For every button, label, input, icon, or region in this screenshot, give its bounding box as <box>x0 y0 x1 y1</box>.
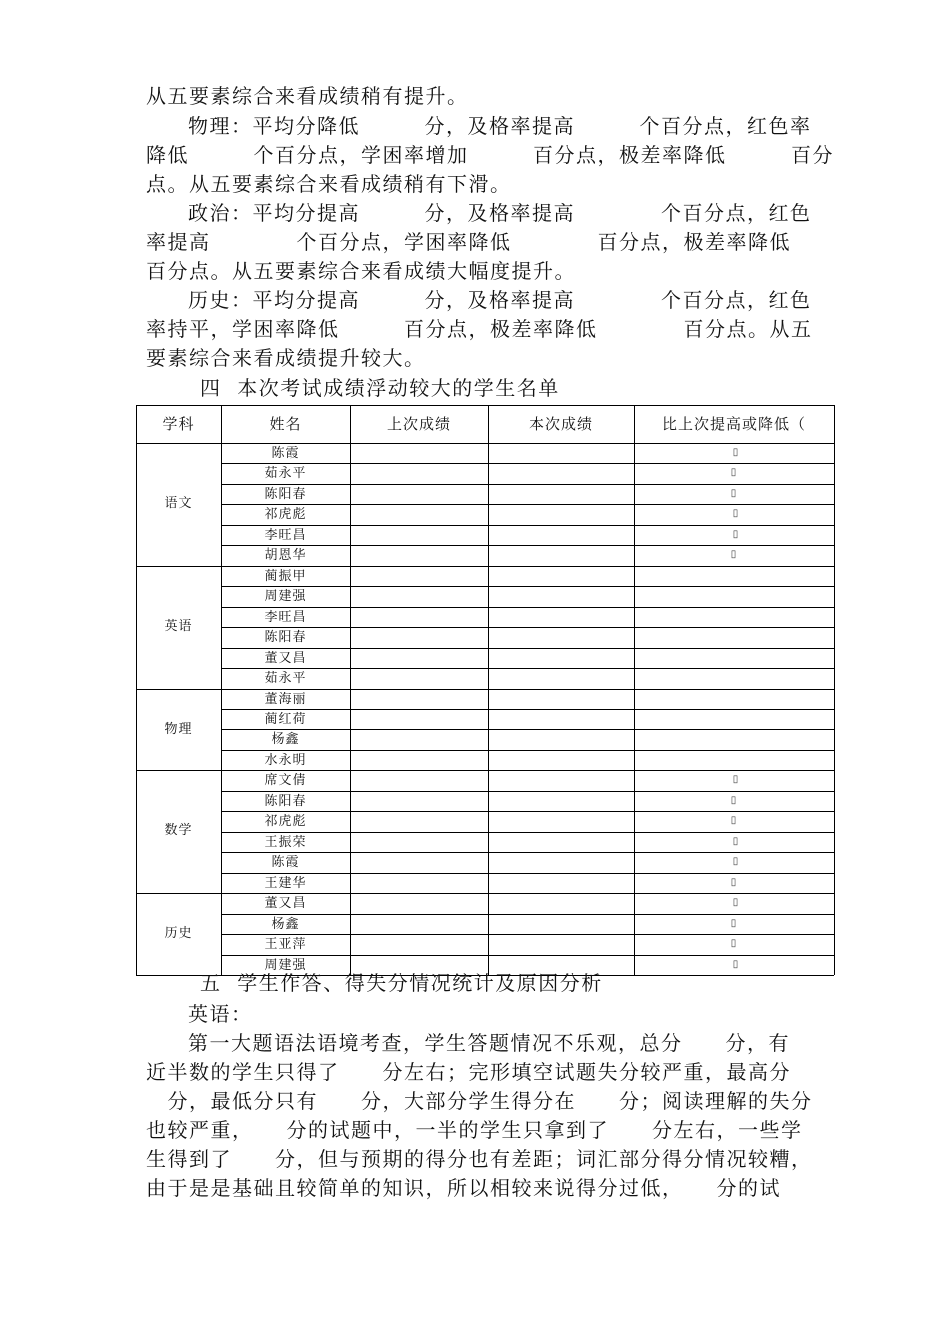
table-rule <box>221 484 834 485</box>
student-name-cell: 祁虎彪 <box>264 507 307 523</box>
subject-cell: 历史 <box>164 926 193 942</box>
student-name-cell: 蔺振甲 <box>264 568 307 584</box>
paragraph-line: 也较严重， 分的试题中，一半的学生只拿到了 分左右，一些学 <box>146 1118 803 1142</box>
student-name-cell: 李旺昌 <box>264 609 307 625</box>
student-name-cell: 陈阳春 <box>264 793 307 809</box>
change-mark: ▯ <box>730 467 738 479</box>
paragraph-line: 政治：平均分提高 分，及格率提高 个百分点，红色 <box>188 201 812 225</box>
student-name-cell: 茹永平 <box>264 671 307 687</box>
table-rule <box>221 586 834 587</box>
student-name-cell: 席文倩 <box>264 773 307 789</box>
paragraph-line: 从五要素综合来看成绩稍有提升。 <box>146 84 469 108</box>
change-mark: ▯ <box>732 774 740 786</box>
subject-cell: 英语 <box>164 618 193 634</box>
table-rule <box>221 607 834 608</box>
paragraph-line: 英语： <box>188 1002 253 1026</box>
column-header: 比上次提高或降低（ <box>661 415 806 433</box>
table-rule <box>221 873 834 874</box>
table-rule <box>221 832 834 833</box>
paragraph-line: 要素综合来看成绩提升较大。 <box>146 346 426 370</box>
section-5-title: 五 学生作答、得失分情况统计及原因分析 <box>200 971 603 995</box>
paragraph-line: 降低 个百分点，学困率增加 百分点，极差率降低 百分 <box>146 143 834 167</box>
change-mark: ▯ <box>732 897 740 909</box>
table-rule <box>221 791 834 792</box>
paragraph-line: 百分点。从五要素综合来看成绩大幅度提升。 <box>146 259 576 283</box>
table-rule <box>221 729 834 730</box>
paragraph-line: 近半数的学生只得了 分左右；完形填空试题失分较严重，最高分 <box>146 1060 791 1084</box>
student-name-cell: 王建华 <box>264 875 307 891</box>
table-rule <box>221 627 834 628</box>
change-mark: ▯ <box>730 876 738 888</box>
paragraph-line: 第一大题语法语境考查，学生答题情况不乐观，总分 分，有 <box>188 1031 790 1055</box>
change-mark: ▯ <box>732 958 740 970</box>
student-name-cell: 祁虎彪 <box>264 814 307 830</box>
student-name-cell: 李旺昌 <box>264 527 307 543</box>
table-rule <box>834 405 835 975</box>
subject-cell: 语文 <box>164 496 193 511</box>
student-name-cell: 陈阳春 <box>264 486 307 502</box>
student-name-cell: 陈阳春 <box>264 630 307 646</box>
student-name-cell: 杨鑫 <box>271 732 300 748</box>
table-rule <box>221 405 222 975</box>
subject-cell: 数学 <box>164 823 193 839</box>
table-rule <box>221 914 834 915</box>
student-name-cell: 王振荣 <box>264 834 307 850</box>
table-rule <box>221 504 834 505</box>
student-score-table <box>136 405 834 975</box>
paragraph-line: 率持平，学困率降低 百分点，极差率降低 百分点。从五 <box>146 317 813 341</box>
student-name-cell: 周建强 <box>264 589 307 605</box>
student-name-cell: 周建强 <box>264 957 307 973</box>
subject-cell: 物理 <box>164 721 193 737</box>
student-name-cell: 王亚萍 <box>264 937 307 953</box>
table-rule <box>221 709 834 710</box>
change-mark: ▯ <box>730 815 738 827</box>
table-rule <box>350 405 351 975</box>
change-mark: ▯ <box>732 528 740 540</box>
paragraph-line: 生得到了 分，但与预期的得分也有差距；词汇部分得分情况较糟， <box>146 1147 813 1171</box>
paragraph-line: 历史：平均分提高 分，及格率提高 个百分点，红色 <box>188 288 812 312</box>
table-rule <box>136 566 834 567</box>
change-mark: ▯ <box>730 938 738 950</box>
table-rule <box>221 668 834 669</box>
table-rule <box>488 405 489 975</box>
change-mark: ▯ <box>732 856 740 868</box>
paragraph-line: 点。从五要素综合来看成绩稍有下滑。 <box>146 172 512 196</box>
student-name-cell: 董又昌 <box>264 650 307 666</box>
change-mark: ▯ <box>730 917 738 929</box>
change-mark: ▯ <box>732 447 740 458</box>
table-rule <box>221 955 834 956</box>
student-name-cell: 陈霞 <box>271 855 300 871</box>
change-mark: ▯ <box>730 794 738 806</box>
table-rule <box>136 689 834 690</box>
table-rule <box>221 750 834 751</box>
student-name-cell: 陈霞 <box>271 446 300 461</box>
change-mark: ▯ <box>730 549 738 561</box>
table-rule <box>634 405 635 975</box>
table-rule <box>221 463 834 464</box>
paragraph-line: 物理：平均分降低 分，及格率提高 个百分点，红色率 <box>188 114 812 138</box>
table-rule <box>221 545 834 546</box>
student-name-cell: 杨鑫 <box>271 916 300 932</box>
column-header: 上次成绩 <box>386 415 451 433</box>
paragraph-line: 由于是是基础且较简单的知识，所以相较来说得分过低， 分的试 <box>146 1176 781 1200</box>
student-name-cell: 董海丽 <box>264 691 307 707</box>
student-name-cell: 水永明 <box>264 752 307 768</box>
student-name-cell: 胡恩华 <box>264 548 307 564</box>
paragraph-line: 分，最低分只有 分，大部分学生得分在 分；阅读理解的失分 <box>146 1089 813 1113</box>
paragraph-line: 率提高 个百分点，学困率降低 百分点，极差率降低 <box>146 230 791 254</box>
student-name-cell: 茹永平 <box>264 466 307 482</box>
table-rule <box>221 852 834 853</box>
table-rule <box>221 648 834 649</box>
section-4-title: 四 本次考试成绩浮动较大的学生名单 <box>200 376 560 400</box>
student-name-cell: 蔺红荷 <box>264 712 307 727</box>
change-mark: ▯ <box>732 835 740 847</box>
column-header: 姓名 <box>269 415 302 433</box>
table-rule <box>221 811 834 812</box>
column-header: 学科 <box>162 415 195 433</box>
column-header: 本次成绩 <box>528 415 593 433</box>
table-rule <box>221 525 834 526</box>
table-rule <box>221 934 834 935</box>
student-name-cell: 董又昌 <box>264 896 307 912</box>
change-mark: ▯ <box>730 487 738 499</box>
change-mark: ▯ <box>732 508 740 520</box>
